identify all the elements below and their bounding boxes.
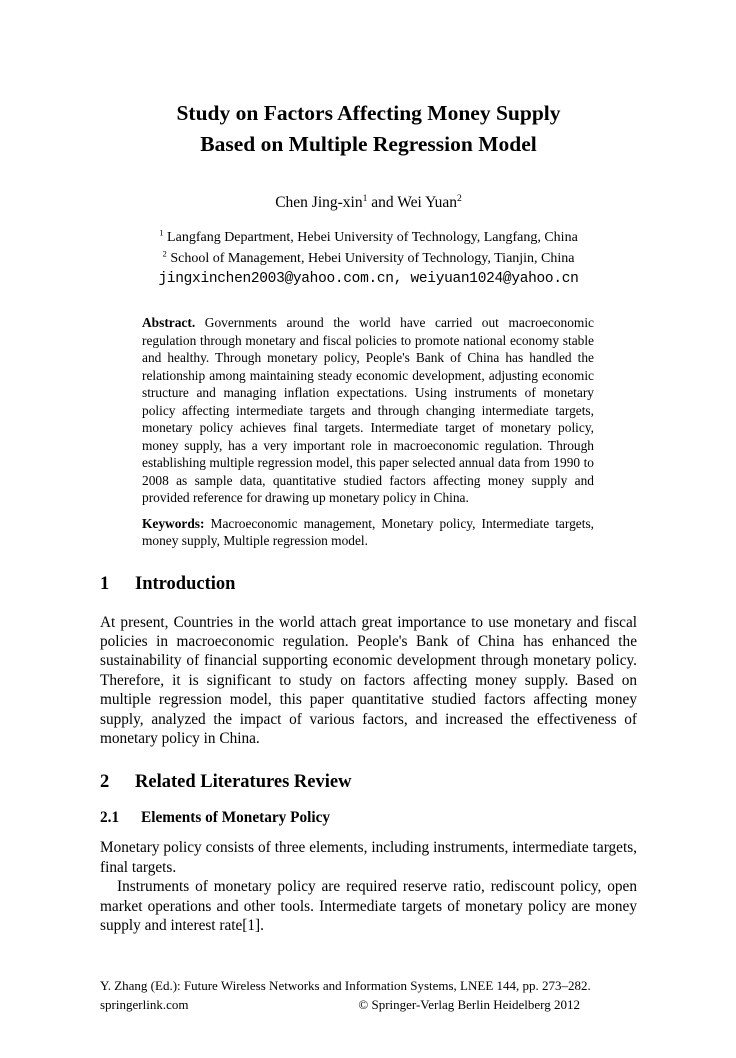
author-1-name: Chen Jing-xin <box>275 194 363 211</box>
keywords <box>142 515 594 550</box>
authors-line <box>100 194 637 212</box>
subsection-2-1-paragraph-1: Monetary policy consists of three elements, including instruments, intermediate targets, final targets. <box>100 839 637 876</box>
keywords-label: Keywords: <box>142 515 205 531</box>
section-1-title: Introduction <box>135 573 236 594</box>
section-1-paragraph-1: At present, Countries in the world attach great importance to use monetary and fiscal policies in macroeconomic regulation. People's Bank of China has enhanced the sustainability of financial supporting economic development through monetary policy. Therefore, it is significant to study on factors affecting money supply. Based on multiple regression model, this paper quantitative studied factors affecting money supply, analyzed the impact of various factors, and increased the effectiveness of monetary policy in China. <box>100 613 637 747</box>
footer-copyright: © Springer-Verlag Berlin Heidelberg 2012 <box>358 997 580 1012</box>
section-2-title: Related Literatures Review <box>135 772 352 793</box>
footer-second-row <box>100 995 637 1014</box>
author-1-affiliation-mark: 1 <box>362 192 368 204</box>
author-emails: jingxinchen2003@yahoo.com.cn, weiyuan1024@yahoo.cn <box>158 271 579 287</box>
section-1-heading <box>100 574 637 595</box>
author-2-name: Wei Yuan <box>397 194 457 211</box>
subsection-2-1-heading <box>100 809 637 827</box>
page-footer <box>100 976 637 1014</box>
subsection-2-1-number: 2.1 <box>100 809 120 827</box>
abstract <box>142 314 594 507</box>
affiliation-1-mark: 1 <box>159 227 164 238</box>
affiliation-2-text: School of Management, Hebei University of Technology, Tianjin, China <box>166 251 575 266</box>
section-2-number: 2 <box>100 772 110 793</box>
affiliation-2-mark: 2 <box>162 248 167 259</box>
title-line-1: Study on Factors Affecting Money Supply <box>176 101 561 125</box>
subsection-2-1-paragraph-2: Instruments of monetary policy are required reserve ratio, rediscount policy, open market operations and other tools. Intermediate targets of monetary policy are money supply and interest rate[1]. <box>100 878 637 934</box>
affiliation-1-text: Langfang Department, Hebei University of Technology, Langfang, China <box>163 230 578 245</box>
abstract-text: Governments around the world have carried out macroeconomic regulation through monetary and fiscal policies to promote national economy stable and healthy. Through monetary policy, People's Bank of China has handled the relationship among maintaining steady economic development, adjusting economic structure and managing inflation expectations. Using instruments of monetary policy affecting intermediate targets and through changing intermediate targets, monetary policy achieves final targets. Intermediate target of monetary policy, money supply, has a very important role in macroeconomic regulation. Through establishing multiple regression model, this paper selected annual data from 1990 to 2008 as sample data, quantitative studied factors affecting money supply and provided reference for drawing up monetary policy in China. <box>142 315 594 505</box>
section-2-heading <box>100 772 637 793</box>
abstract-label: Abstract. <box>142 315 196 330</box>
authors-joiner: and <box>367 194 398 211</box>
affiliation-2 <box>100 248 637 269</box>
section-1-number: 1 <box>100 573 110 594</box>
keywords-text: Macroeconomic management, Monetary policy, Intermediate targets, money supply, Multiple regression model. <box>142 515 594 548</box>
affiliation-1 <box>100 227 637 248</box>
title-line-2: Based on Multiple Regression Model <box>200 132 537 156</box>
front-matter-block <box>142 314 594 550</box>
footer-springerlink: springerlink.com <box>100 997 189 1012</box>
footer-citation: Y. Zhang (Ed.): Future Wireless Networks and Information Systems, LNEE 144, pp. 273–282. <box>100 978 591 993</box>
subsection-2-1-title: Elements of Monetary Policy <box>141 809 331 827</box>
affiliations-block <box>100 227 637 290</box>
author-2-affiliation-mark: 2 <box>457 192 462 204</box>
paper-title <box>100 98 637 160</box>
